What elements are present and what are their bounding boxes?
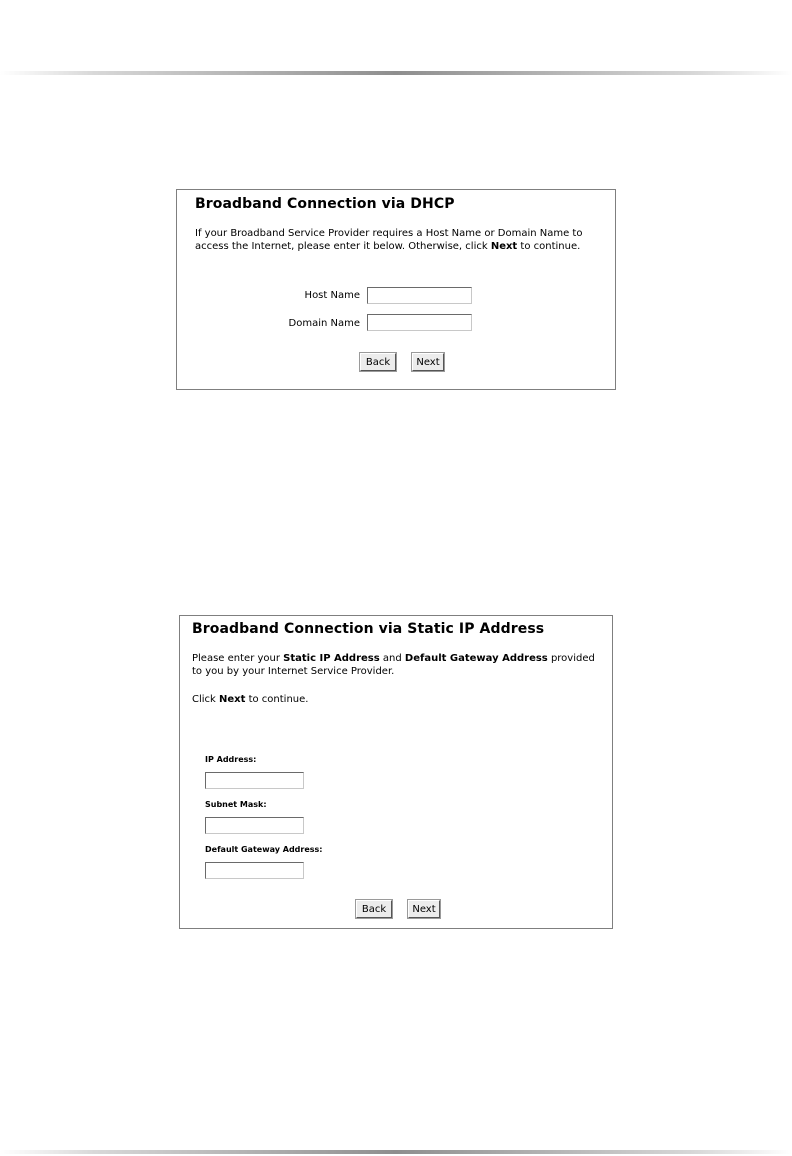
static-ip-next-button[interactable]: Next: [408, 900, 440, 918]
dhcp-connection-panel: [176, 189, 616, 390]
static-ip-title: Broadband Connection via Static IP Address: [192, 621, 545, 637]
subnet-mask-input[interactable]: [205, 817, 304, 834]
host-name-label: Host Name: [304, 290, 360, 301]
static-ip-continue-next: Next: [219, 694, 246, 705]
top-divider: [0, 71, 792, 75]
ip-address-input[interactable]: [205, 772, 304, 789]
static-ip-continue-end: to continue.: [245, 694, 309, 705]
static-ip-instructions-bold-ip: Static IP Address: [283, 653, 380, 664]
default-gateway-input[interactable]: [205, 862, 304, 879]
dhcp-next-button[interactable]: Next: [412, 353, 444, 371]
dhcp-instructions-next: Next: [490, 240, 518, 252]
static-ip-instructions-end: provided to you by your Internet Service Provider.: [192, 653, 595, 677]
subnet-mask-label: Subnet Mask:: [205, 800, 267, 809]
host-name-input[interactable]: [367, 287, 472, 304]
bottom-divider: [0, 1150, 792, 1154]
static-ip-instructions-text: Please enter your: [192, 653, 284, 664]
static-ip-connection-panel: [179, 615, 613, 929]
default-gateway-label: Default Gateway Address:: [205, 845, 323, 854]
domain-name-input[interactable]: [367, 314, 472, 331]
static-ip-continue-text: [192, 694, 604, 707]
static-ip-instructions-and: and: [379, 653, 405, 664]
static-ip-continue-click: Click: [192, 694, 220, 705]
dhcp-instructions-end: to continue.: [517, 240, 581, 252]
dhcp-title: Broadband Connection via DHCP: [195, 196, 455, 212]
static-ip-instructions-bold-gateway: Default Gateway Address: [404, 653, 548, 664]
dhcp-back-button[interactable]: Back: [360, 353, 396, 371]
static-ip-back-button[interactable]: Back: [356, 900, 392, 918]
static-ip-instructions: [192, 653, 604, 678]
dhcp-instructions-text: If your Broadband Service Provider requires a Host Name or Domain Name to access the Internet, please enter it below. Otherwise, click: [195, 228, 583, 252]
dhcp-instructions: [195, 228, 607, 253]
ip-address-label: IP Address:: [205, 755, 257, 764]
domain-name-label: Domain Name: [288, 318, 360, 329]
